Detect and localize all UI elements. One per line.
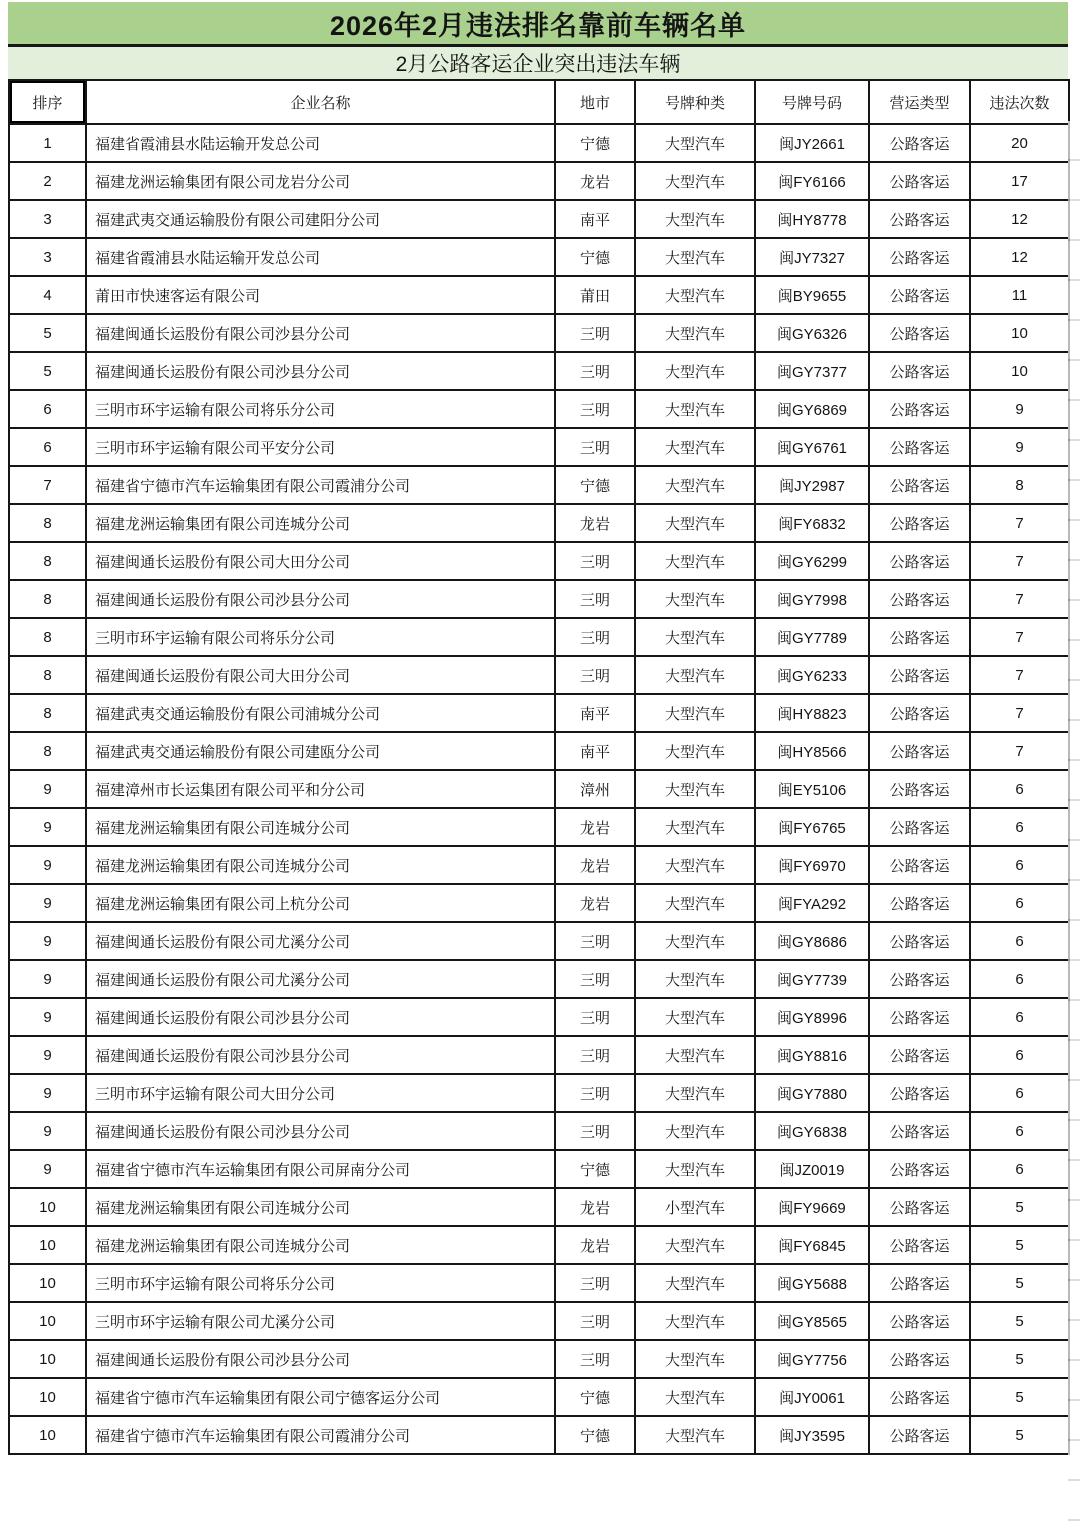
cell-city[interactable]: 三明	[555, 1340, 635, 1378]
table-header-row	[9, 80, 1069, 124]
cell-business-type[interactable]: 公路客运	[869, 1150, 970, 1188]
cell-city[interactable]: 龙岩	[555, 162, 635, 200]
cell-company[interactable]: 三明市环宇运输有限公司将乐分公司	[86, 390, 555, 428]
cell-plate-no[interactable]: 闽GY6299	[755, 542, 869, 580]
cell-plate-no[interactable]: 闽GY8816	[755, 1036, 869, 1074]
cell-city[interactable]: 三明	[555, 922, 635, 960]
cell-plate-type[interactable]: 大型汽车	[635, 1416, 755, 1454]
cell-rank[interactable]: 10	[9, 1302, 86, 1340]
cell-rank[interactable]: 9	[9, 960, 86, 998]
table-row	[9, 504, 1069, 542]
cell-rank[interactable]: 9	[9, 922, 86, 960]
cell-company[interactable]: 福建龙洲运输集团有限公司连城分公司	[86, 846, 555, 884]
cell-business-type[interactable]: 公路客运	[869, 200, 970, 238]
cell-violation-count[interactable]: 5	[970, 1378, 1069, 1416]
column-header-plate-type[interactable]: 号牌种类	[635, 80, 755, 124]
cell-city[interactable]: 南平	[555, 694, 635, 732]
table-row	[9, 390, 1069, 428]
cell-rank[interactable]: 9	[9, 846, 86, 884]
cell-business-type[interactable]: 公路客运	[869, 808, 970, 846]
cell-business-type[interactable]: 公路客运	[869, 580, 970, 618]
table-row	[9, 808, 1069, 846]
cell-business-type[interactable]: 公路客运	[869, 960, 970, 998]
cell-company[interactable]: 福建龙洲运输集团有限公司连城分公司	[86, 504, 555, 542]
cell-company[interactable]: 福建闽通长运股份有限公司沙县分公司	[86, 1036, 555, 1074]
cell-violation-count[interactable]: 9	[970, 390, 1069, 428]
cell-plate-type[interactable]: 大型汽车	[635, 1150, 755, 1188]
cell-rank[interactable]: 9	[9, 1074, 86, 1112]
column-header-city[interactable]: 地市	[555, 80, 635, 124]
cell-company[interactable]: 福建龙洲运输集团有限公司连城分公司	[86, 808, 555, 846]
cell-company[interactable]: 三明市环宇运输有限公司将乐分公司	[86, 618, 555, 656]
cell-violation-count[interactable]: 6	[970, 922, 1069, 960]
table-body	[9, 124, 1069, 1454]
column-header-business-type[interactable]: 营运类型	[869, 80, 970, 124]
cell-city[interactable]: 三明	[555, 542, 635, 580]
cell-city[interactable]: 三明	[555, 618, 635, 656]
table-row	[9, 960, 1069, 998]
cell-plate-type[interactable]: 大型汽车	[635, 352, 755, 390]
cell-plate-type[interactable]: 大型汽车	[635, 124, 755, 162]
cell-company[interactable]: 福建省霞浦县水陆运输开发总公司	[86, 238, 555, 276]
cell-violation-count[interactable]: 7	[970, 580, 1069, 618]
cell-plate-no[interactable]: 闽JY0061	[755, 1378, 869, 1416]
cell-rank[interactable]: 8	[9, 580, 86, 618]
table-row	[9, 1188, 1069, 1226]
cell-violation-count[interactable]: 5	[970, 1302, 1069, 1340]
table-row	[9, 466, 1069, 504]
cell-company[interactable]: 三明市环宇运输有限公司尤溪分公司	[86, 1302, 555, 1340]
cell-business-type[interactable]: 公路客运	[869, 846, 970, 884]
cell-company[interactable]: 福建武夷交通运输股份有限公司建阳分公司	[86, 200, 555, 238]
cell-plate-type[interactable]: 大型汽车	[635, 998, 755, 1036]
cell-business-type[interactable]: 公路客运	[869, 732, 970, 770]
cell-violation-count[interactable]: 5	[970, 1340, 1069, 1378]
cell-business-type[interactable]: 公路客运	[869, 124, 970, 162]
cell-violation-count[interactable]: 12	[970, 238, 1069, 276]
cell-company[interactable]: 福建省霞浦县水陆运输开发总公司	[86, 124, 555, 162]
cell-company[interactable]: 福建闽通长运股份有限公司大田分公司	[86, 656, 555, 694]
cell-plate-no[interactable]: 闽JZ0019	[755, 1150, 869, 1188]
cell-city[interactable]: 南平	[555, 732, 635, 770]
cell-plate-no[interactable]: 闽GY7756	[755, 1340, 869, 1378]
cell-city[interactable]: 三明	[555, 428, 635, 466]
cell-plate-no[interactable]: 闽GY7998	[755, 580, 869, 618]
cell-plate-type[interactable]: 大型汽车	[635, 770, 755, 808]
cell-plate-type[interactable]: 大型汽车	[635, 884, 755, 922]
cell-plate-no[interactable]: 闽GY7789	[755, 618, 869, 656]
cell-plate-no[interactable]: 闽GY6761	[755, 428, 869, 466]
cell-business-type[interactable]: 公路客运	[869, 1378, 970, 1416]
cell-rank[interactable]: 9	[9, 1150, 86, 1188]
cell-business-type[interactable]: 公路客运	[869, 542, 970, 580]
cell-business-type[interactable]: 公路客运	[869, 1112, 970, 1150]
cell-violation-count[interactable]: 5	[970, 1226, 1069, 1264]
cell-city[interactable]: 三明	[555, 656, 635, 694]
cell-business-type[interactable]: 公路客运	[869, 390, 970, 428]
cell-business-type[interactable]: 公路客运	[869, 694, 970, 732]
cell-plate-no[interactable]: 闽GY5688	[755, 1264, 869, 1302]
cell-violation-count[interactable]: 6	[970, 1150, 1069, 1188]
cell-plate-type[interactable]: 大型汽车	[635, 922, 755, 960]
cell-rank[interactable]: 10	[9, 1226, 86, 1264]
cell-business-type[interactable]: 公路客运	[869, 1264, 970, 1302]
cell-plate-type[interactable]: 大型汽车	[635, 618, 755, 656]
cell-company[interactable]: 福建闽通长运股份有限公司沙县分公司	[86, 1112, 555, 1150]
cell-city[interactable]: 龙岩	[555, 504, 635, 542]
table-row	[9, 352, 1069, 390]
cell-city[interactable]: 三明	[555, 1264, 635, 1302]
cell-plate-no[interactable]: 闽FY9669	[755, 1188, 869, 1226]
cell-plate-type[interactable]: 大型汽车	[635, 694, 755, 732]
cell-city[interactable]: 宁德	[555, 1378, 635, 1416]
cell-plate-no[interactable]: 闽BY9655	[755, 276, 869, 314]
cell-business-type[interactable]: 公路客运	[869, 504, 970, 542]
cell-plate-type[interactable]: 大型汽车	[635, 846, 755, 884]
cell-plate-type[interactable]: 大型汽车	[635, 200, 755, 238]
cell-plate-type[interactable]: 大型汽车	[635, 1340, 755, 1378]
cell-violation-count[interactable]: 6	[970, 1074, 1069, 1112]
cell-plate-no[interactable]: 闽GY7880	[755, 1074, 869, 1112]
cell-rank[interactable]: 10	[9, 1264, 86, 1302]
cell-plate-no[interactable]: 闽FY6970	[755, 846, 869, 884]
cell-plate-no[interactable]: 闽GY6233	[755, 656, 869, 694]
cell-company[interactable]: 福建省宁德市汽车运输集团有限公司屏南分公司	[86, 1150, 555, 1188]
cell-plate-no[interactable]: 闽HY8778	[755, 200, 869, 238]
cell-plate-type[interactable]: 大型汽车	[635, 466, 755, 504]
cell-company[interactable]: 福建武夷交通运输股份有限公司建瓯分公司	[86, 732, 555, 770]
cell-company[interactable]: 福建闽通长运股份有限公司沙县分公司	[86, 352, 555, 390]
cell-rank[interactable]: 10	[9, 1340, 86, 1378]
table-row	[9, 1264, 1069, 1302]
cell-company[interactable]: 福建武夷交通运输股份有限公司浦城分公司	[86, 694, 555, 732]
cell-city[interactable]: 宁德	[555, 238, 635, 276]
cell-plate-no[interactable]: 闽HY8566	[755, 732, 869, 770]
cell-company[interactable]: 福建龙洲运输集团有限公司龙岩分公司	[86, 162, 555, 200]
cell-violation-count[interactable]: 11	[970, 276, 1069, 314]
cell-violation-count[interactable]: 10	[970, 352, 1069, 390]
cell-business-type[interactable]: 公路客运	[869, 1036, 970, 1074]
cell-plate-type[interactable]: 大型汽车	[635, 808, 755, 846]
cell-violation-count[interactable]: 6	[970, 884, 1069, 922]
cell-rank[interactable]: 10	[9, 1378, 86, 1416]
cell-company[interactable]: 福建龙洲运输集团有限公司连城分公司	[86, 1188, 555, 1226]
cell-business-type[interactable]: 公路客运	[869, 1226, 970, 1264]
cell-business-type[interactable]: 公路客运	[869, 1340, 970, 1378]
table-row	[9, 1340, 1069, 1378]
cell-company[interactable]: 三明市环宇运输有限公司平安分公司	[86, 428, 555, 466]
cell-plate-no[interactable]: 闽JY2661	[755, 124, 869, 162]
cell-violation-count[interactable]: 7	[970, 656, 1069, 694]
cell-company[interactable]: 福建龙洲运输集团有限公司上杭分公司	[86, 884, 555, 922]
cell-rank[interactable]: 7	[9, 466, 86, 504]
cell-company[interactable]: 莆田市快速客运有限公司	[86, 276, 555, 314]
cell-rank[interactable]: 8	[9, 694, 86, 732]
cell-business-type[interactable]: 公路客运	[869, 1416, 970, 1454]
cell-plate-no[interactable]: 闽JY7327	[755, 238, 869, 276]
cell-plate-no[interactable]: 闽GY8996	[755, 998, 869, 1036]
cell-city[interactable]: 龙岩	[555, 884, 635, 922]
cell-business-type[interactable]: 公路客运	[869, 884, 970, 922]
cell-business-type[interactable]: 公路客运	[869, 1302, 970, 1340]
cell-company[interactable]: 福建闽通长运股份有限公司沙县分公司	[86, 314, 555, 352]
cell-business-type[interactable]: 公路客运	[869, 238, 970, 276]
table-row	[9, 1378, 1069, 1416]
cell-rank[interactable]: 9	[9, 884, 86, 922]
table-row	[9, 580, 1069, 618]
cell-rank[interactable]: 5	[9, 352, 86, 390]
cell-rank[interactable]: 9	[9, 770, 86, 808]
cell-rank[interactable]: 10	[9, 1188, 86, 1226]
cell-violation-count[interactable]: 7	[970, 504, 1069, 542]
cell-city[interactable]: 龙岩	[555, 1226, 635, 1264]
cell-rank[interactable]: 6	[9, 390, 86, 428]
cell-rank[interactable]: 8	[9, 542, 86, 580]
cell-plate-no[interactable]: 闽GY7739	[755, 960, 869, 998]
cell-city[interactable]: 南平	[555, 200, 635, 238]
cell-company[interactable]: 福建闽通长运股份有限公司沙县分公司	[86, 580, 555, 618]
cell-rank[interactable]: 8	[9, 656, 86, 694]
cell-violation-count[interactable]: 6	[970, 808, 1069, 846]
cell-rank[interactable]: 3	[9, 200, 86, 238]
cell-violation-count[interactable]: 8	[970, 466, 1069, 504]
sheet-right-gridline-stub	[1068, 121, 1080, 1525]
cell-plate-no[interactable]: 闽HY8823	[755, 694, 869, 732]
cell-company[interactable]: 福建闽通长运股份有限公司尤溪分公司	[86, 960, 555, 998]
table-row	[9, 922, 1069, 960]
cell-company[interactable]: 福建省宁德市汽车运输集团有限公司霞浦分公司	[86, 466, 555, 504]
cell-company[interactable]: 三明市环宇运输有限公司将乐分公司	[86, 1264, 555, 1302]
cell-violation-count[interactable]: 7	[970, 694, 1069, 732]
violations-table	[8, 79, 1070, 1455]
table-row	[9, 314, 1069, 352]
cell-violation-count[interactable]: 20	[970, 124, 1069, 162]
table-row	[9, 428, 1069, 466]
column-header-rank[interactable]: 排序	[9, 80, 86, 124]
cell-rank[interactable]: 8	[9, 732, 86, 770]
cell-city[interactable]: 漳州	[555, 770, 635, 808]
page-subtitle: 2月公路客运企业突出违法车辆	[395, 53, 681, 76]
cell-city[interactable]: 龙岩	[555, 808, 635, 846]
cell-plate-no[interactable]: 闽GY8565	[755, 1302, 869, 1340]
cell-violation-count[interactable]: 7	[970, 732, 1069, 770]
cell-plate-type[interactable]: 大型汽车	[635, 960, 755, 998]
cell-violation-count[interactable]: 5	[970, 1416, 1069, 1454]
table-row	[9, 276, 1069, 314]
cell-plate-type[interactable]: 大型汽车	[635, 162, 755, 200]
cell-plate-type[interactable]: 大型汽车	[635, 428, 755, 466]
cell-plate-type[interactable]: 大型汽车	[635, 314, 755, 352]
cell-violation-count[interactable]: 6	[970, 960, 1069, 998]
cell-plate-type[interactable]: 大型汽车	[635, 504, 755, 542]
cell-city[interactable]: 龙岩	[555, 846, 635, 884]
cell-business-type[interactable]: 公路客运	[869, 466, 970, 504]
cell-plate-no[interactable]: 闽FYA292	[755, 884, 869, 922]
cell-violation-count[interactable]: 7	[970, 542, 1069, 580]
cell-plate-type[interactable]: 大型汽车	[635, 1074, 755, 1112]
table-row	[9, 1036, 1069, 1074]
cell-rank[interactable]: 10	[9, 1416, 86, 1454]
cell-rank[interactable]: 4	[9, 276, 86, 314]
cell-company[interactable]: 福建闽通长运股份有限公司沙县分公司	[86, 1340, 555, 1378]
cell-rank[interactable]: 9	[9, 998, 86, 1036]
cell-violation-count[interactable]: 6	[970, 770, 1069, 808]
cell-plate-no[interactable]: 闽FY6845	[755, 1226, 869, 1264]
cell-violation-count[interactable]: 10	[970, 314, 1069, 352]
table-row	[9, 1074, 1069, 1112]
cell-city[interactable]: 宁德	[555, 1416, 635, 1454]
cell-city[interactable]: 宁德	[555, 1150, 635, 1188]
cell-business-type[interactable]: 公路客运	[869, 998, 970, 1036]
cell-city[interactable]: 三明	[555, 960, 635, 998]
cell-city[interactable]: 三明	[555, 314, 635, 352]
table-row	[9, 1416, 1069, 1454]
cell-violation-count[interactable]: 6	[970, 1112, 1069, 1150]
cell-company[interactable]: 福建闽通长运股份有限公司沙县分公司	[86, 998, 555, 1036]
cell-business-type[interactable]: 公路客运	[869, 656, 970, 694]
column-header-violation-count[interactable]: 违法次数	[970, 80, 1069, 124]
cell-plate-type[interactable]: 大型汽车	[635, 1378, 755, 1416]
cell-violation-count[interactable]: 6	[970, 998, 1069, 1036]
cell-company[interactable]: 福建省宁德市汽车运输集团有限公司霞浦分公司	[86, 1416, 555, 1454]
cell-plate-type[interactable]: 大型汽车	[635, 276, 755, 314]
cell-city[interactable]: 莆田	[555, 276, 635, 314]
cell-plate-type[interactable]: 大型汽车	[635, 1112, 755, 1150]
page-title: 2026年2月违法排名靠前车辆名单	[329, 10, 747, 41]
cell-company[interactable]: 福建省宁德市汽车运输集团有限公司宁德客运分公司	[86, 1378, 555, 1416]
cell-business-type[interactable]: 公路客运	[869, 618, 970, 656]
cell-business-type[interactable]: 公路客运	[869, 1188, 970, 1226]
cell-city[interactable]: 龙岩	[555, 1188, 635, 1226]
cell-business-type[interactable]: 公路客运	[869, 352, 970, 390]
cell-business-type[interactable]: 公路客运	[869, 922, 970, 960]
cell-rank[interactable]: 2	[9, 162, 86, 200]
cell-violation-count[interactable]: 9	[970, 428, 1069, 466]
cell-city[interactable]: 三明	[555, 390, 635, 428]
table-row	[9, 1150, 1069, 1188]
cell-business-type[interactable]: 公路客运	[869, 770, 970, 808]
cell-rank[interactable]: 6	[9, 428, 86, 466]
cell-violation-count[interactable]: 5	[970, 1264, 1069, 1302]
cell-plate-no[interactable]: 闽EY5106	[755, 770, 869, 808]
cell-city[interactable]: 宁德	[555, 466, 635, 504]
cell-plate-type[interactable]: 大型汽车	[635, 732, 755, 770]
cell-city[interactable]: 三明	[555, 1302, 635, 1340]
table-row	[9, 124, 1069, 162]
cell-plate-type[interactable]: 小型汽车	[635, 1188, 755, 1226]
table-row	[9, 884, 1069, 922]
cell-business-type[interactable]: 公路客运	[869, 162, 970, 200]
table-row	[9, 200, 1069, 238]
cell-company[interactable]: 福建龙洲运输集团有限公司连城分公司	[86, 1226, 555, 1264]
cell-violation-count[interactable]: 6	[970, 1036, 1069, 1074]
cell-city[interactable]: 三明	[555, 1074, 635, 1112]
cell-rank[interactable]: 3	[9, 238, 86, 276]
cell-company[interactable]: 福建闽通长运股份有限公司大田分公司	[86, 542, 555, 580]
cell-business-type[interactable]: 公路客运	[869, 314, 970, 352]
cell-plate-no[interactable]: 闽FY6166	[755, 162, 869, 200]
cell-rank[interactable]: 9	[9, 808, 86, 846]
subtitle-banner	[8, 47, 1068, 79]
cell-plate-type[interactable]: 大型汽车	[635, 656, 755, 694]
cell-rank[interactable]: 5	[9, 314, 86, 352]
cell-violation-count[interactable]: 12	[970, 200, 1069, 238]
cell-plate-no[interactable]: 闽GY6838	[755, 1112, 869, 1150]
table-row	[9, 770, 1069, 808]
cell-plate-type[interactable]: 大型汽车	[635, 390, 755, 428]
table-row	[9, 542, 1069, 580]
cell-plate-no[interactable]: 闽FY6765	[755, 808, 869, 846]
cell-business-type[interactable]: 公路客运	[869, 1074, 970, 1112]
cell-plate-no[interactable]: 闽GY7377	[755, 352, 869, 390]
cell-plate-no[interactable]: 闽GY8686	[755, 922, 869, 960]
table-row	[9, 694, 1069, 732]
cell-rank[interactable]: 9	[9, 1112, 86, 1150]
cell-company[interactable]: 三明市环宇运输有限公司大田分公司	[86, 1074, 555, 1112]
cell-plate-no[interactable]: 闽FY6832	[755, 504, 869, 542]
cell-rank[interactable]: 8	[9, 504, 86, 542]
cell-company[interactable]: 福建闽通长运股份有限公司尤溪分公司	[86, 922, 555, 960]
cell-city[interactable]: 三明	[555, 1036, 635, 1074]
cell-plate-no[interactable]: 闽GY6869	[755, 390, 869, 428]
cell-company[interactable]: 福建漳州市长运集团有限公司平和分公司	[86, 770, 555, 808]
table-row	[9, 1226, 1069, 1264]
column-header-plate-no[interactable]: 号牌号码	[755, 80, 869, 124]
cell-violation-count[interactable]: 5	[970, 1188, 1069, 1226]
cell-violation-count[interactable]: 17	[970, 162, 1069, 200]
cell-plate-no[interactable]: 闽GY6326	[755, 314, 869, 352]
cell-plate-type[interactable]: 大型汽车	[635, 542, 755, 580]
table-row	[9, 656, 1069, 694]
cell-plate-type[interactable]: 大型汽车	[635, 1302, 755, 1340]
table-row	[9, 1302, 1069, 1340]
cell-rank[interactable]: 8	[9, 618, 86, 656]
cell-plate-no[interactable]: 闽JY3595	[755, 1416, 869, 1454]
table-row	[9, 618, 1069, 656]
table-row	[9, 162, 1069, 200]
table-row	[9, 846, 1069, 884]
cell-city[interactable]: 三明	[555, 998, 635, 1036]
cell-city[interactable]: 宁德	[555, 124, 635, 162]
cell-plate-type[interactable]: 大型汽车	[635, 1036, 755, 1074]
cell-city[interactable]: 三明	[555, 1112, 635, 1150]
column-header-company[interactable]: 企业名称	[86, 80, 555, 124]
cell-plate-no[interactable]: 闽JY2987	[755, 466, 869, 504]
cell-plate-type[interactable]: 大型汽车	[635, 1226, 755, 1264]
cell-city[interactable]: 三明	[555, 352, 635, 390]
cell-violation-count[interactable]: 6	[970, 846, 1069, 884]
cell-plate-type[interactable]: 大型汽车	[635, 580, 755, 618]
cell-city[interactable]: 三明	[555, 580, 635, 618]
cell-rank[interactable]: 9	[9, 1036, 86, 1074]
cell-rank[interactable]: 1	[9, 124, 86, 162]
cell-business-type[interactable]: 公路客运	[869, 276, 970, 314]
table-row	[9, 732, 1069, 770]
cell-business-type[interactable]: 公路客运	[869, 428, 970, 466]
cell-plate-type[interactable]: 大型汽车	[635, 238, 755, 276]
table-row	[9, 998, 1069, 1036]
cell-plate-type[interactable]: 大型汽车	[635, 1264, 755, 1302]
table-row	[9, 238, 1069, 276]
cell-violation-count[interactable]: 7	[970, 618, 1069, 656]
title-banner	[8, 2, 1068, 47]
table-row	[9, 1112, 1069, 1150]
